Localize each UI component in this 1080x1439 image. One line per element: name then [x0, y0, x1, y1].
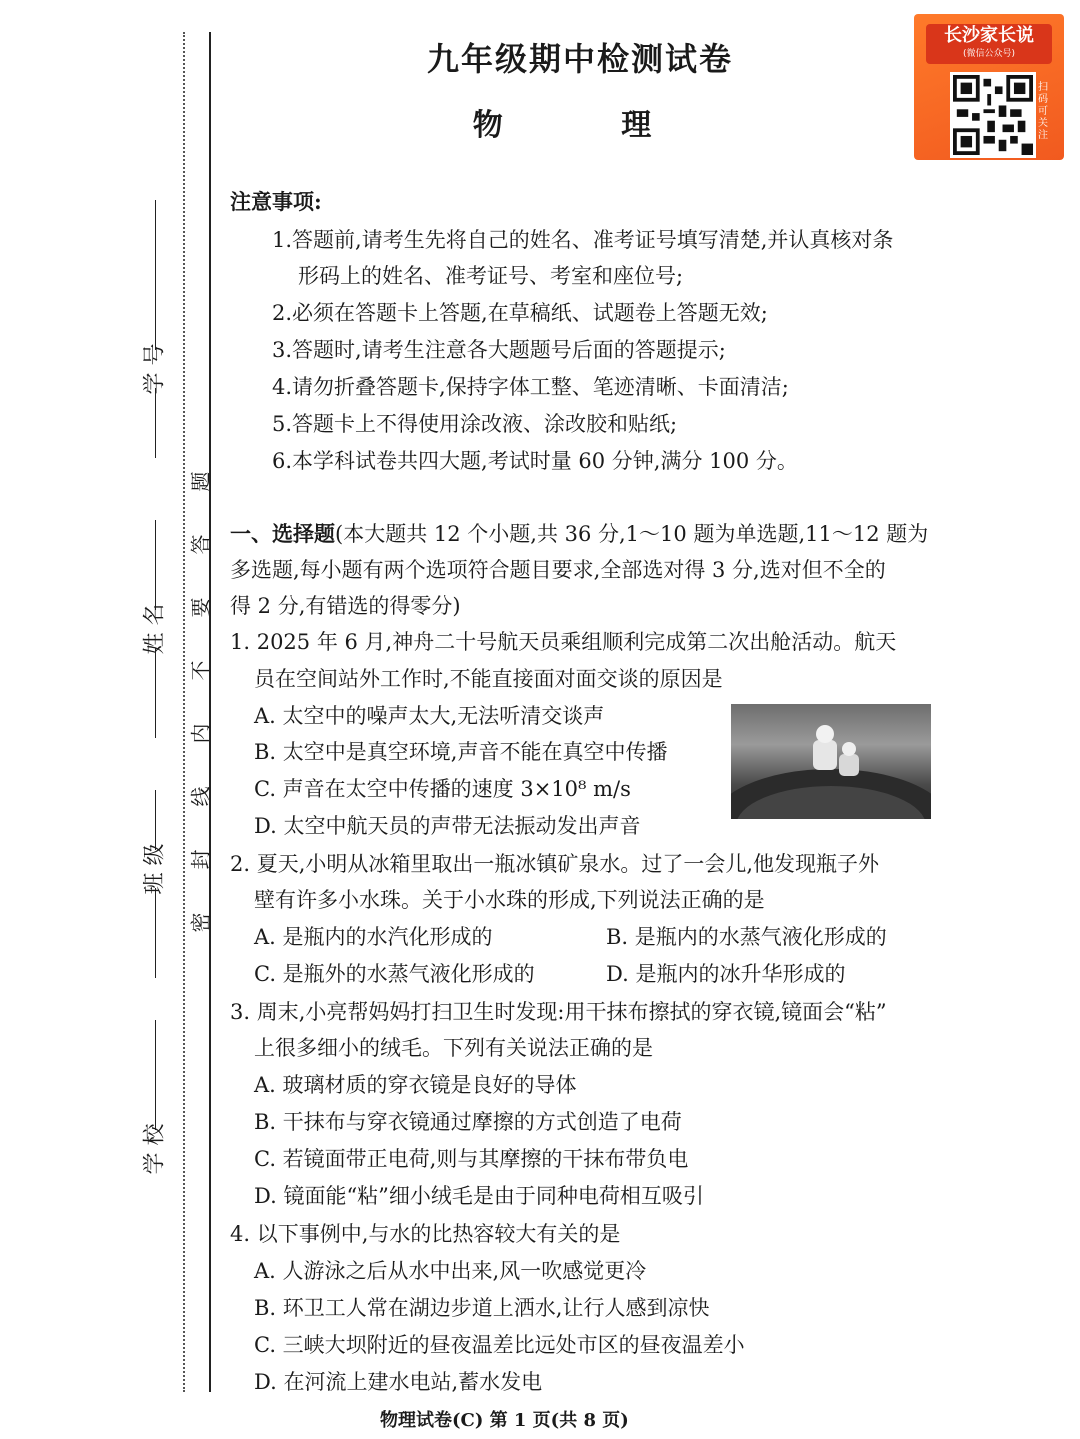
- astronaut-photo: [731, 704, 931, 819]
- seal-char: 线: [188, 786, 213, 807]
- notice-heading: 注意事项:: [230, 189, 322, 214]
- q4-option-d: D. 在河流上建水电站,蓄水发电: [254, 1370, 543, 1394]
- badge-title-box: [926, 24, 1052, 64]
- q3-stem: 上很多细小的绒毛。下列有关说法正确的是: [254, 1036, 653, 1060]
- seal-char: 封: [188, 849, 213, 870]
- seal-char: 内: [188, 723, 213, 744]
- badge-subtitle: (微信公众号): [962, 49, 1016, 59]
- q2-option-d: D. 是瓶内的冰升华形成的: [606, 962, 846, 986]
- class-label: 班 级: [142, 843, 167, 895]
- seal-char: 题: [188, 471, 213, 492]
- binding-solid-line: [209, 32, 211, 1392]
- name-label: 姓 名: [142, 603, 167, 655]
- section-intro-text: 多选题,每小题有两个选项符合题目要求,全部选对得 3 分,选对但不全的: [230, 558, 886, 582]
- badge-title: 长沙家长说: [944, 25, 1034, 46]
- q2-option-a: A. 是瓶内的水汽化形成的: [254, 925, 493, 949]
- name-field: [138, 520, 172, 738]
- page-footer: 物理试卷(C) 第 1 页(共 8 页): [380, 1410, 629, 1431]
- q4-option-a: A. 人游泳之后从水中出来,风一吹感觉更冷: [254, 1259, 647, 1283]
- q4-option-b: B. 环卫工人常在湖边步道上洒水,让行人感到凉快: [254, 1296, 710, 1320]
- class-field: [138, 790, 172, 978]
- q2-stem: 壁有许多小水珠。关于小水珠的形成,下列说法正确的是: [254, 888, 765, 912]
- notice-item: 形码上的姓名、准考证号、考室和座位号;: [298, 264, 684, 288]
- q1-option-c: C. 声音在太空中传播的速度 3×10⁸ m/s: [254, 777, 631, 801]
- exam-title: 九年级期中检测试卷: [426, 40, 733, 78]
- q3-option-a: A. 玻璃材质的穿衣镜是良好的导体: [254, 1073, 577, 1097]
- q1-option-d: D. 太空中航天员的声带无法振动发出声音: [254, 814, 641, 838]
- school-field: [138, 1020, 172, 1175]
- notice-item: 5.答题卡上不得使用涂改液、涂改胶和贴纸;: [272, 412, 678, 436]
- qr-badge[interactable]: [914, 14, 1064, 160]
- section-heading: 一、选择题: [230, 521, 335, 546]
- astronaut-image-icon: [731, 704, 931, 819]
- q2-stem: 2. 夏天,小明从冰箱里取出一瓶冰镇矿泉水。过了一会儿,他发现瓶子外: [230, 852, 880, 876]
- q1-stem: 员在空间站外工作时,不能直接面对面交谈的原因是: [254, 667, 723, 691]
- q2-option-c: C. 是瓶外的水蒸气液化形成的: [254, 962, 535, 986]
- qr-code-icon: [950, 72, 1036, 158]
- section-intro-text: 得 2 分,有错选的得零分): [230, 594, 461, 618]
- school-label: 学 校: [142, 1123, 167, 1175]
- q3-option-d: D. 镜面能“粘”细小绒毛是由于同种电荷相互吸引: [254, 1184, 704, 1208]
- q1-stem: 1. 2025 年 6 月,神舟二十号航天员乘组顺利完成第二次出舱活动。航天: [230, 630, 897, 654]
- q4-option-c: C. 三峡大坝附近的昼夜温差比远处市区的昼夜温差小: [254, 1333, 745, 1357]
- exam-subject: 物 理: [472, 108, 688, 143]
- class-blank: [155, 790, 156, 850]
- student-id-label: 学 号: [142, 343, 167, 395]
- school-blank: [155, 1020, 156, 1130]
- binding-dotted-line: [183, 32, 185, 1392]
- notice-item: 1.答题前,请考生先将自己的姓名、准考证号填写清楚,并认真核对条: [272, 228, 894, 252]
- q3-option-b: B. 干抹布与穿衣镜通过摩擦的方式创造了电荷: [254, 1110, 682, 1134]
- seal-char: 不: [188, 660, 213, 681]
- seal-char: 密: [188, 912, 213, 933]
- name-blank: [155, 520, 156, 610]
- section-intro-text: (本大题共 12 个小题,共 36 分,1～10 题为单选题,11～12 题为: [335, 522, 929, 546]
- badge-side-text: 扫码可关注: [1038, 82, 1048, 141]
- section-intro: [230, 520, 928, 548]
- notice-item: 6.本学科试卷共四大题,考试时量 60 分钟,满分 100 分。: [272, 449, 798, 473]
- q3-stem: 3. 周末,小亮帮妈妈打扫卫生时发现:用干抹布擦拭的穿衣镜,镜面会“粘”: [230, 1000, 887, 1024]
- q2-option-b: B. 是瓶内的水蒸气液化形成的: [606, 925, 887, 949]
- q4-stem: 4. 以下事例中,与水的比热容较大有关的是: [230, 1222, 621, 1246]
- notice-item: 2.必须在答题卡上答题,在草稿纸、试题卷上答题无效;: [272, 301, 768, 325]
- notice-item: 3.答题时,请考生注意各大题题号后面的答题提示;: [272, 338, 726, 362]
- seal-char: 答: [188, 534, 213, 555]
- student-id-field: [138, 200, 172, 458]
- q3-option-c: C. 若镜面带正电荷,则与其摩擦的干抹布带负电: [254, 1147, 689, 1171]
- notice-item: 4.请勿折叠答题卡,保持字体工整、笔迹清晰、卡面清洁;: [272, 375, 789, 399]
- seal-char: 要: [188, 597, 213, 618]
- q1-option-b: B. 太空中是真空环境,声音不能在真空中传播: [254, 740, 668, 764]
- q1-option-a: A. 太空中的噪声太大,无法听清交谈声: [254, 704, 605, 728]
- student-id-blank: [155, 200, 156, 350]
